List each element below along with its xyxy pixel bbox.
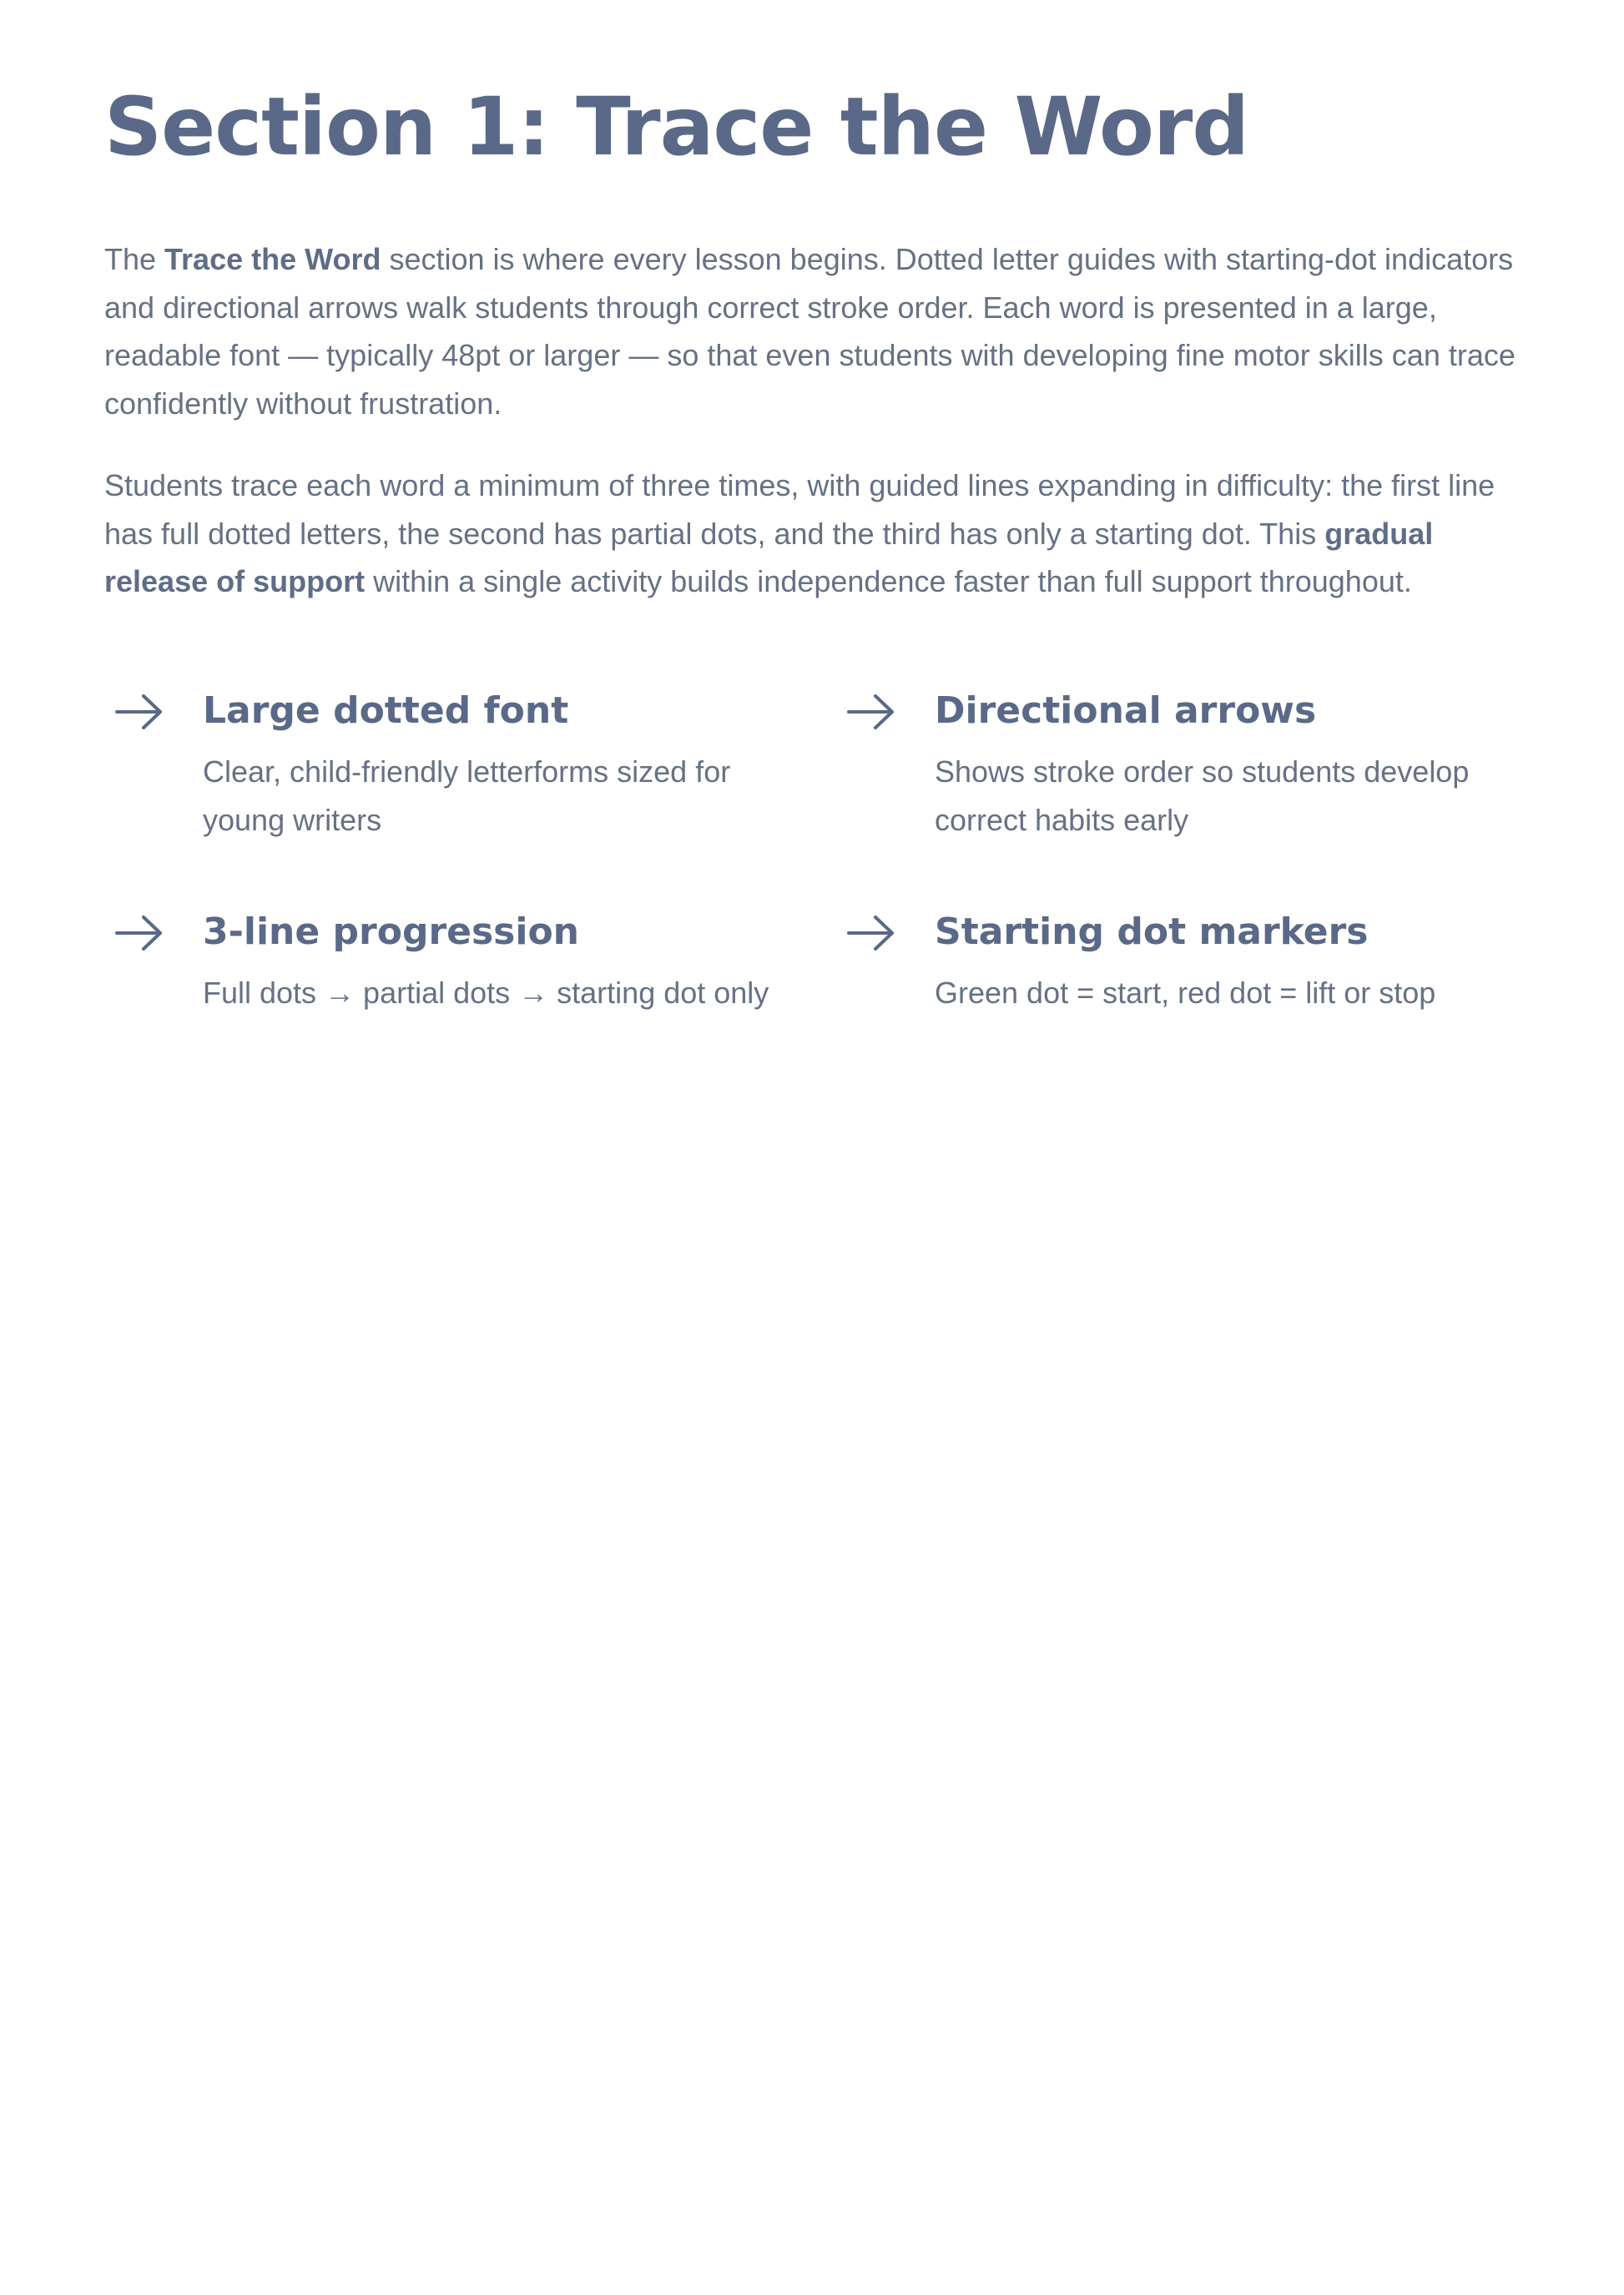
page-title: Section 1: Trace the Word [104, 80, 1249, 174]
arrow-right-icon [846, 914, 896, 952]
arrow-right-icon [846, 693, 896, 731]
feature-description: Clear, child-friendly letterforms sized for young writers [203, 754, 731, 837]
feature-title: Starting dot markers [935, 910, 1369, 953]
arrow-right-icon [114, 693, 164, 731]
progression-paragraph-suffix: within a single activity builds independence faster than full support throughout. [365, 564, 1412, 598]
progression-paragraph-prefix: Students trace each word a minimum of three times, with guided lines expanding in difficulty: the first line has full dotted letters, the second has partial dots, and the third has only a starting dot. This [104, 468, 1495, 551]
progression-paragraph [104, 462, 1523, 606]
feature-description: Shows stroke order so students develop correct habits early [935, 754, 1470, 837]
intro-paragraph-suffix: section is where every lesson begins. Dotted letter guides with starting-dot indicators and directional arrows walk students through correct stroke order. Each word is presented in a large, readable font — typically 48pt or larger — so that even students with developing fine motor skills can trace confidently without frustration. [104, 242, 1516, 421]
intro-paragraph-prefix: The [104, 242, 165, 276]
feature-title: 3-line progression [203, 910, 579, 953]
feature-title: Directional arrows [935, 689, 1317, 732]
intro-paragraph [104, 235, 1523, 427]
feature-description: Full dots → partial dots → starting dot only [203, 976, 769, 1010]
progression-paragraph-bold: gradual release of support [104, 516, 1434, 598]
intro-paragraph-bold: Trace the Word [164, 242, 381, 276]
arrow-right-icon [114, 914, 164, 952]
feature-title: Large dotted font [203, 689, 569, 732]
feature-description: Green dot = start, red dot = lift or stop [935, 976, 1436, 1010]
